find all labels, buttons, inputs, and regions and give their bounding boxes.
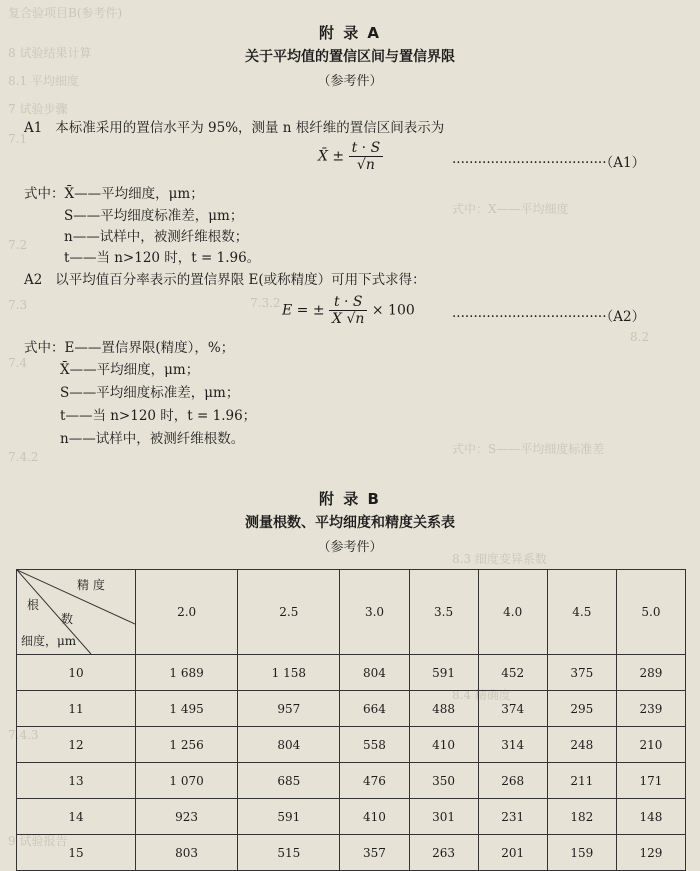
legend-a1-desc: 当 n>120 时，t = 1.96。	[96, 250, 261, 266]
table-cell: 685	[238, 763, 340, 799]
table-cell: 148	[616, 799, 685, 835]
table-cell: 129	[616, 835, 685, 871]
table-cell: 263	[409, 835, 478, 871]
formula-a1-tag: （A1）	[606, 155, 646, 171]
bleed-text: 7.2	[8, 238, 28, 252]
table-cell: 357	[340, 835, 409, 871]
table-cell: 410	[340, 799, 409, 835]
column-header: 2.0	[136, 570, 238, 655]
formula-a1-leader: ····································（A1）	[452, 155, 646, 171]
legend-a1-desc: 平均细度，μm；	[101, 186, 204, 202]
formula-a1	[318, 140, 383, 173]
table-cell: 803	[136, 835, 238, 871]
bleed-text: 7.1	[8, 132, 28, 146]
a2-label: A2	[24, 272, 43, 288]
appendix-b-subtitle: 测量根数、平均细度和精度关系表	[245, 515, 455, 531]
a1-label: A1	[24, 120, 43, 136]
table-row	[17, 835, 686, 871]
corner-label-count-a: 根	[27, 598, 40, 612]
legend-a2-row: t——当 n>120 时，t = 1.96；	[60, 408, 257, 424]
column-header: 4.5	[547, 570, 616, 655]
legend-a2-desc: 平均细度标准差，μm；	[96, 385, 240, 401]
row-label: 15	[17, 835, 136, 871]
legend-a2-row: n——试样中，被测纤维根数。	[60, 431, 245, 447]
bleed-text: 7.4.2	[8, 450, 39, 464]
bleed-text: 式中：S——平均细度标准差	[452, 442, 605, 456]
bleed-text: 7.3.2	[250, 296, 281, 310]
appendix-b-ref: （参考件）	[317, 540, 383, 555]
formula-a2	[282, 294, 415, 327]
table-corner-cell	[17, 570, 136, 655]
legend-a1-symbol: n	[64, 229, 73, 245]
table-cell: 957	[238, 691, 340, 727]
table-cell: 268	[478, 763, 547, 799]
table-cell: 171	[616, 763, 685, 799]
column-header: 3.5	[409, 570, 478, 655]
bleed-text: 复合验项目B(参考件)	[8, 6, 123, 20]
table-cell: 1 495	[136, 691, 238, 727]
table-cell: 182	[547, 799, 616, 835]
legend-a1-symbol: S	[64, 208, 74, 224]
table-cell: 159	[547, 835, 616, 871]
row-label: 13	[17, 763, 136, 799]
table-cell: 591	[238, 799, 340, 835]
formula-a2-tail: × 100	[371, 302, 415, 319]
column-header: 3.0	[340, 570, 409, 655]
table-cell: 664	[340, 691, 409, 727]
bleed-text: 8.4 精确度	[452, 688, 511, 702]
table-cell: 374	[478, 691, 547, 727]
legend-a2-row: 式中：E——置信界限(精度），%；	[24, 340, 235, 356]
a2-paragraph	[24, 268, 426, 288]
column-header: 4.0	[478, 570, 547, 655]
legend-a2-symbol: 式中：E	[24, 340, 75, 356]
table-cell: 452	[478, 655, 547, 691]
table-cell: 1 689	[136, 655, 238, 691]
row-label: 14	[17, 799, 136, 835]
table-cell: 314	[478, 727, 547, 763]
formula-a1-lead: X̄ ±	[318, 148, 345, 165]
a2-text: 以平均值百分率表示的置信界限 E(或称精度）可用下式求得：	[55, 272, 426, 288]
formula-a1-numerator: t · S	[349, 140, 384, 157]
row-label: 10	[17, 655, 136, 691]
table-cell: 804	[340, 655, 409, 691]
table-cell: 210	[616, 727, 685, 763]
legend-a2-symbol: X̄	[60, 362, 70, 378]
legend-a1-desc: 试样中，被测纤维根数；	[99, 229, 249, 245]
table-row	[17, 655, 686, 691]
legend-a1-row: t——当 n>120 时，t = 1.96。	[64, 250, 261, 266]
relation-table	[16, 569, 686, 871]
table-cell: 239	[616, 691, 685, 727]
corner-label-count-b: 数	[61, 612, 74, 626]
table-cell: 231	[478, 799, 547, 835]
table-cell: 295	[547, 691, 616, 727]
bleed-text: 9 试验报告	[8, 834, 68, 848]
table-cell: 804	[238, 727, 340, 763]
table-cell: 350	[409, 763, 478, 799]
legend-a1-row: 式中：X̄——平均细度，μm；	[24, 186, 204, 202]
legend-a2-desc: 平均细度，μm；	[96, 362, 200, 378]
row-label: 11	[17, 691, 136, 727]
bleed-text: 8.1 平均细度	[8, 74, 79, 88]
table-row	[17, 799, 686, 835]
table-row	[17, 727, 686, 763]
legend-a1-desc: 平均细度标准差，μm；	[100, 208, 244, 224]
bleed-text: 8 试验结果计算	[8, 46, 92, 60]
table-cell: 375	[547, 655, 616, 691]
formula-a2-leader: ····································（A2）	[452, 309, 646, 325]
bleed-text: 7.4	[8, 356, 28, 370]
column-header: 5.0	[616, 570, 685, 655]
legend-a1-symbol: t	[64, 250, 70, 266]
table-cell: 1 158	[238, 655, 340, 691]
table-cell: 476	[340, 763, 409, 799]
table-cell: 591	[409, 655, 478, 691]
table-cell: 515	[238, 835, 340, 871]
legend-a1-symbol: 式中：X̄	[24, 186, 75, 202]
table-cell: 1 070	[136, 763, 238, 799]
column-header: 2.5	[238, 570, 340, 655]
formula-a1-fraction	[349, 140, 384, 173]
formula-a2-tag: （A2）	[606, 309, 646, 325]
a1-text: 本标准采用的置信水平为 95%，测量 n 根纤维的置信区间表示为	[55, 120, 445, 136]
table-header-row	[17, 570, 686, 655]
row-label: 12	[17, 727, 136, 763]
bleed-text: 式中：X——平均细度	[452, 202, 569, 216]
table-row	[17, 763, 686, 799]
corner-label-precision: 精 度	[77, 578, 105, 592]
bleed-text: 7.3	[8, 298, 28, 312]
bleed-text: 8.3 细度变异系数	[452, 552, 547, 566]
formula-a1-denominator: √n	[356, 157, 375, 173]
table-cell: 923	[136, 799, 238, 835]
bleed-text: 7.4.3	[8, 728, 39, 742]
table-cell: 558	[340, 727, 409, 763]
bleed-text: 7 试验步骤	[8, 102, 68, 116]
legend-a2-symbol: t	[60, 408, 66, 424]
appendix-a-subtitle: 关于平均值的置信区间与置信界限	[245, 49, 455, 65]
table-cell: 201	[478, 835, 547, 871]
appendix-a-ref: （参考件）	[317, 74, 383, 89]
legend-a2-symbol: S	[60, 385, 70, 401]
formula-a2-denominator: X̄ √n	[332, 311, 365, 327]
formula-a2-numerator: t · S	[329, 294, 367, 311]
table-cell: 488	[409, 691, 478, 727]
legend-a2-row: S——平均细度标准差，μm；	[60, 385, 240, 401]
table-cell: 301	[409, 799, 478, 835]
legend-a2-row: X̄——平均细度，μm；	[60, 362, 200, 378]
table-cell: 211	[547, 763, 616, 799]
legend-a2-desc: 置信界限(精度），%；	[101, 340, 235, 356]
table-cell: 289	[616, 655, 685, 691]
a1-paragraph	[24, 116, 444, 136]
legend-a1-row: n——试样中，被测纤维根数；	[64, 229, 249, 245]
table-cell: 410	[409, 727, 478, 763]
legend-a1-row: S——平均细度标准差，μm；	[64, 208, 244, 224]
legend-a2-symbol: n	[60, 431, 69, 447]
legend-a2-desc: 当 n>120 时，t = 1.96；	[92, 408, 257, 424]
corner-label-fineness: 细度，μm	[21, 634, 77, 648]
appendix-b-title: 附 录 B	[319, 490, 381, 508]
table-row	[17, 691, 686, 727]
table-cell: 1 256	[136, 727, 238, 763]
formula-a2-lead: E = ±	[282, 302, 325, 319]
legend-a2-desc: 试样中，被测纤维根数。	[95, 431, 245, 447]
bleed-text: 8.2	[630, 330, 650, 344]
table-cell: 248	[547, 727, 616, 763]
formula-a2-fraction	[329, 294, 367, 327]
appendix-a-title: 附 录 A	[318, 24, 382, 42]
